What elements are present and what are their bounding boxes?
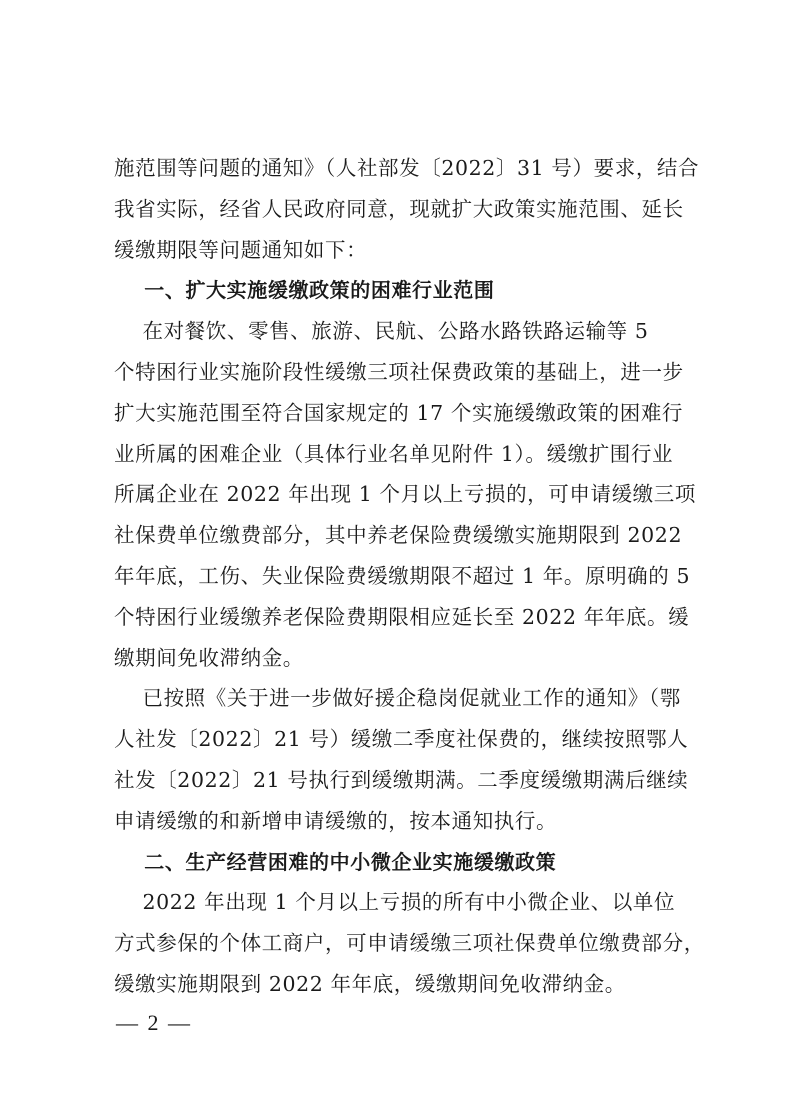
text-line: 社保费单位缴费部分，其中养老保险费缓缴实施期限到 2022 xyxy=(114,523,683,548)
section-heading-2: 二、生产经营困难的中小微企业实施缓缴政策 xyxy=(114,849,557,874)
text-line: 年年底，工伤、失业保险费缓缴期限不超过 1 年。原明确的 5 xyxy=(114,563,691,588)
text-line: 已按照《关于进一步做好援企稳岗促就业工作的通知》（鄂 xyxy=(114,686,681,711)
text-line: 方式参保的个体工商户，可申请缓缴三项社保费单位缴费部分， xyxy=(114,931,705,956)
body-text xyxy=(114,148,705,1005)
text-line: 业所属的困难企业（具体行业名单见附件 1）。缓缴扩围行业 xyxy=(114,441,674,466)
text-line: 申请缓缴的和新增申请缓缴的，按本通知执行。 xyxy=(114,808,558,833)
text-line: 我省实际，经省人民政府同意，现就扩大政策实施范围、延长 xyxy=(114,196,684,221)
text-line: 在对餐饮、零售、旅游、民航、公路水路铁路运输等 5 xyxy=(114,319,649,344)
text-line: 缴期间免收滞纳金。 xyxy=(114,645,304,670)
text-line: 人社发〔2022〕21 号）缓缴二季度社保费的，继续按照鄂人 xyxy=(114,727,689,752)
text-line: 施范围等问题的通知》（人社部发〔2022〕31 号）要求，结合 xyxy=(114,156,700,180)
text-line: 个特困行业缓缴养老保险费期限相应延长至 2022 年年底。缓 xyxy=(114,604,690,629)
text-line: 2022 年出现 1 个月以上亏损的所有中小微企业、以单位 xyxy=(114,890,676,915)
page-number: — 2 — xyxy=(116,1010,192,1035)
text-line: 缓缴期限等问题通知如下： xyxy=(114,237,368,262)
text-line: 扩大实施范围至符合国家规定的 17 个实施缓缴政策的困难行 xyxy=(114,400,684,425)
text-line: 个特困行业实施阶段性缓缴三项社保费政策的基础上，进一步 xyxy=(114,359,684,384)
section-heading-1: 一、扩大实施缓缴政策的困难行业范围 xyxy=(114,278,495,303)
text-line: 缓缴实施期限到 2022 年年底，缓缴期间免收滞纳金。 xyxy=(114,971,626,996)
text-line: 所属企业在 2022 年出现 1 个月以上亏损的，可申请缓缴三项 xyxy=(114,482,696,507)
text-line: 社发〔2022〕21 号执行到缓缴期满。二季度缓缴期满后继续 xyxy=(114,767,689,792)
